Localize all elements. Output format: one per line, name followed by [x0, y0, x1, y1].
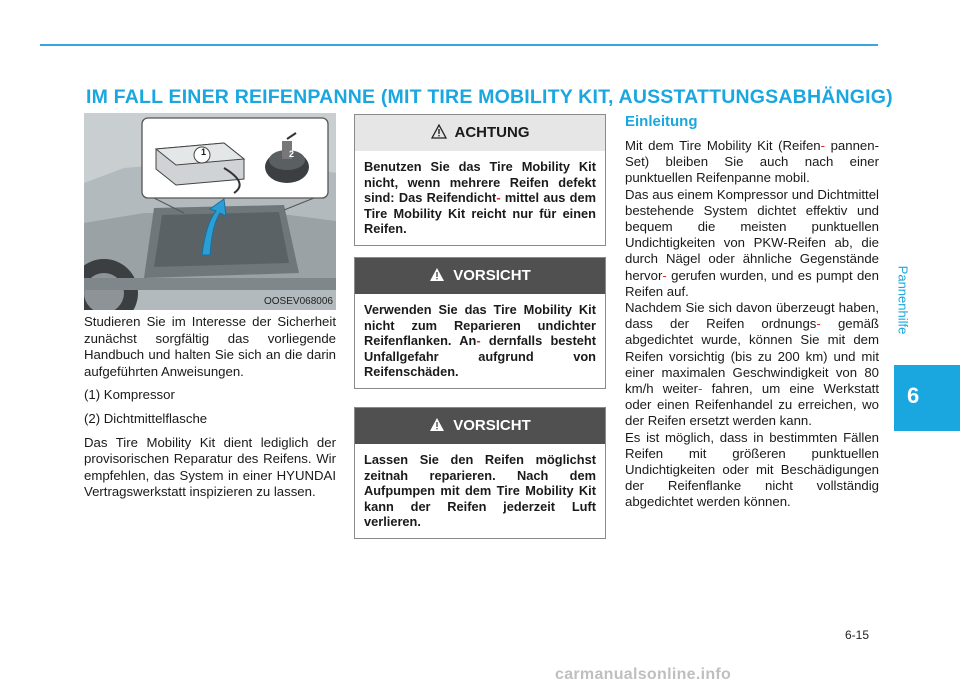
callout-1: 1 [201, 147, 207, 157]
paragraph-4: Es ist möglich, dass in bestimmten Fällen Reifen mit größeren punktuellen Undichtigkeiten oder mit Beschädigungen der Reifenflanke nicht vollständig abgedichtet werden können. [625, 429, 879, 510]
paragraph-2: Das aus einem Kompressor und Dichtmittel bestehende System dichtet effektiv und bequem die meisten punktuellen Undichtigkeiten von PKW-Reifen ab, die durch Nägel oder ähnliche Gegenstände hervor- gerufen wurden, und es pumpt den Reifen auf. [625, 186, 879, 299]
tire-mobility-kit-illustration [84, 113, 336, 310]
vorsicht-label-1: VORSICHT [453, 267, 531, 284]
chapter-side-label: Pannenhilfe [895, 265, 911, 335]
vorsicht-text-2: Lassen Sie den Reifen möglichst zeitnah reparieren. Nach dem Aufpumpen mit dem Tire Mobility Kit kann der Reifen jederzeit Luft verlieren. [364, 452, 596, 530]
vorsicht-box-1 [354, 257, 606, 389]
callout-2: 2 [289, 149, 295, 159]
paragraph-1: Mit dem Tire Mobility Kit (Reifen- pannen-Set) bleiben Sie auch nach einer punktuellen Reifenpanne mobil. [625, 138, 879, 186]
left-column [84, 314, 336, 508]
chapter-tab[interactable] [894, 365, 960, 431]
warning-triangle-icon [429, 417, 445, 432]
achtung-text: Benutzen Sie das Tire Mobility Kit nicht, wenn mehrere Reifen defekt sind: Das Reifendicht- mittel aus dem Tire Mobility Kit reicht nur für einen Reifen. [364, 159, 596, 237]
note-paragraph: Das Tire Mobility Kit dient lediglich der provisorischen Reparatur des Reifens. Wir empfehlen, das System in einer HYUNDAI Vertragswerkstatt inspizieren zu lassen. [84, 434, 336, 500]
intro-paragraph: Studieren Sie im Interesse der Sicherheit zunächst sorgfältig das vorliegende Handbuch und halten Sie sich an die darin aufgeführten Anweisungen. [84, 314, 336, 379]
watermark: carmanualsonline.info [555, 666, 732, 683]
page-number: 6-15 [845, 628, 870, 642]
achtung-box [354, 114, 606, 246]
achtung-header [355, 115, 605, 151]
vorsicht-header-1 [355, 258, 605, 294]
einleitung-heading: Einleitung [625, 113, 698, 130]
right-column [625, 113, 879, 511]
figure-code: OOSEV068006 [264, 296, 333, 307]
vorsicht-box-2 [354, 407, 606, 539]
warning-triangle-icon [431, 124, 447, 139]
warning-triangle-icon [429, 267, 445, 282]
section-title: IM FALL EINER REIFENPANNE (MIT TIRE MOBILITY KIT, AUSSTATTUNGSABHÄNGIG) [86, 86, 893, 108]
paragraph-3: Nachdem Sie sich davon überzeugt haben, dass der Reifen ordnungs- gemäß abgedichtet wurde, können Sie mit dem Reifen vorsichtig (bis zu 200 km) und mit einer maximalen Geschwindigkeit von 80 km/h weiter- fahren, um eine Werkstatt oder einen Reifenhandel zu erreichen, wo der Reifen ersetzt werden kann. [625, 300, 879, 429]
vorsicht-header-2 [355, 408, 605, 444]
list-item-sealant: (2) Dichtmittelflasche [84, 410, 208, 426]
vorsicht-label-2: VORSICHT [453, 417, 531, 434]
list-item-compressor: (1) Kompressor [84, 387, 175, 403]
header-rule [40, 44, 878, 46]
achtung-label: ACHTUNG [454, 124, 530, 141]
vorsicht-text-1: Verwenden Sie das Tire Mobility Kit nicht zum Reparieren undichter Reifenflanken. An- dernfalls besteht Unfallgefahr aufgrund von Reifenschäden. [364, 302, 596, 380]
chapter-number: 6 [907, 383, 920, 408]
